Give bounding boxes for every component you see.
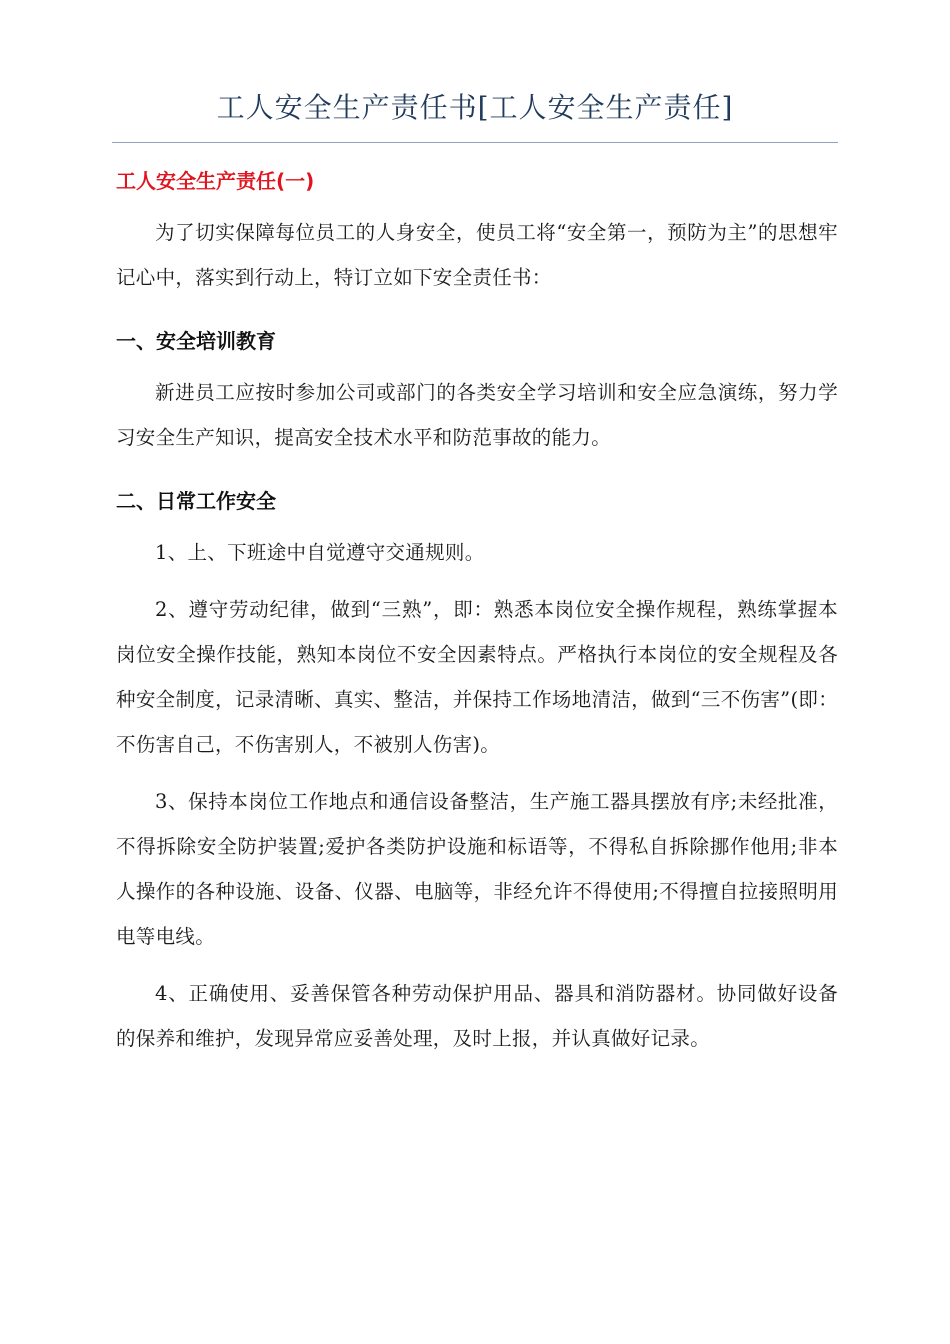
intro-paragraph: 为了切实保障每位员工的人身安全，使员工将“安全第一，预防为主”的思想牢记心中，落实到行动上，特订立如下安全责任书： — [116, 221, 838, 289]
heading-safety-training: 一、安全培训教育 — [116, 329, 276, 353]
paragraph-safety-training: 新进员工应按时参加公司或部门的各类安全学习培训和安全应急演练，努力学习安全生产知识，提高安全技术水平和防范事故的能力。 — [116, 381, 838, 449]
paragraph-item-1: 1、上、下班途中自觉遵守交通规则。 — [155, 541, 485, 564]
paragraph-item-4: 4、正确使用、妥善保管各种劳动保护用品、器具和消防器材。协同做好设备的保养和维护，发现异常应妥善处理，及时上报，并认真做好记录。 — [116, 982, 838, 1050]
paragraph-item-2: 2、遵守劳动纪律，做到“三熟”，即：熟悉本岗位安全操作规程，熟练掌握本岗位安全操作技能，熟知本岗位不安全因素特点。严格执行本岗位的安全规程及各种安全制度，记录清晰、真实、整洁，并保持工作场地清洁，做到“三不伤害”(即：不伤害自己，不伤害别人，不被别人伤害)。 — [116, 598, 838, 756]
heading-daily-work-safety: 二、日常工作安全 — [116, 489, 276, 513]
section-title: 工人安全生产责任(一) — [116, 169, 315, 193]
paragraph-item-3: 3、保持本岗位工作地点和通信设备整洁，生产施工器具摆放有序;未经批准，不得拆除安全防护装置;爱护各类防护设施和标语等，不得私自拆除挪作他用;非本人操作的各种设施、设备、仪器、电脑等，非经允许不得使用;不得擅自拉接照明用电等电线。 — [116, 790, 838, 948]
title-divider — [112, 142, 838, 143]
document-body — [116, 160, 838, 1073]
document-title: 工人安全生产责任书[工人安全生产责任] — [216, 91, 734, 124]
